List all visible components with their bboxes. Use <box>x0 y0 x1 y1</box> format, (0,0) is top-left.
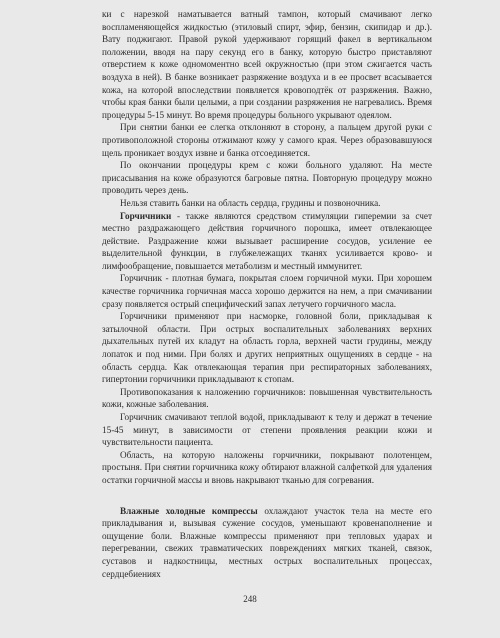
body-text <box>102 8 432 580</box>
paragraph-text: - также являются средством стимуляции гиперемии за счет местно раздражающего действия горчичного порошка, имеет отвлекающее действие. Раздражение кожи вызывает расширение сосудов, усиление ее выделительной функции, в глубжележащих тканях усиливается крово- и лимфообращение, повышается метаболизм и местный иммунитет. <box>102 210 432 271</box>
paragraph: Горчичник - плотная бумага, покрытая слоем горчичной муки. При хорошем качестве горчичника горчичная масса хорошо держится на нем, а при смачивании сразу появляется острый специфический запах летучего горчичного масла. <box>102 273 432 309</box>
paragraph: Противопоказания к наложению горчичников: повышенная чувствительность кожи, кожные заболевания. <box>102 386 432 410</box>
term-heading: Горчичники <box>120 210 172 221</box>
paragraph: Область, на которую наложены горчичники, покрывают полотенцем, простыня. При снятии горчичника кожу обтирают влажной салфеткой для удаления остатки горчичной массы и вновь накрывают тканью для согревания. <box>102 449 432 485</box>
paragraph: Нельзя ставить банки на область сердца, грудины и позвоночника. <box>120 197 381 208</box>
paragraph: Горчичники применяют при насморке, головной боли, прикладывая к затылочной области. При острых воспалительных заболеваниях верхних дыхательных путей их кладут на область горла, верхней части грудины, между лопаток и под ними. При болях и других неприятных ощущениях в сердце - на область сердца. Как отвлекающая терапия при респираторных заболеваниях, гипертонии горчичники прикладывают к стопам. <box>102 311 432 385</box>
paragraph: ки с нарезкой наматывается ватный тампон, который смачивают легко воспламеняющейся жидкостью (этиловый спирт, эфир, бензин, скипидар и др.). Вату поджигают. Правой рукой удерживают горящий факел в вертикальном положении, вводя на пару секунд его в банку, которую быстро приставляют отверстием к коже одномоментно всей окружностью (при этом сжигается часть воздуха в ней). В банке возникает разряжение воздуха и в ее просвет всасывается кожа, на которой впоследствии появляется кровоподтёк от разряжения. Важно, чтобы края банки были целыми, а при создании разряжения не нагревались. Время процедуры 5-15 минут. Во время процедуры больного укрывают одеялом. <box>102 9 432 120</box>
paragraph: По окончании процедуры крем с кожи больного удаляют. На месте присасывания на коже образуются багровые пятна. Повторную процедуру можно проводить через день. <box>102 160 432 196</box>
page-number: 248 <box>243 594 257 604</box>
paragraph: При снятии банки ее слегка отклоняют в сторону, а пальцем другой руки с противоположной стороны отжимают кожу у самого края. Через образовавшуюся щель проникает воздух извне и банка отсоединяется. <box>102 122 432 158</box>
paragraph <box>102 505 432 581</box>
paragraph: Горчичник смачивают теплой водой, прикладывают к телу и держат в течение 15-45 минут, в зависимости от степени проявления реакции кожи и чувствительности пациента. <box>102 412 432 448</box>
paragraph-text: охлаждают участок тела на месте его прикладывания и, вызывая сужение сосудов, уменьшают кровенаполнение и ощущение боли. Влажные компрессы применяют при тепловых ударах и перегревании, свежих травматических повреждениях мягких тканей, связок, суставов и надкостницы, местных острых воспалительных процессах, сердцебиениях <box>102 505 432 579</box>
term-heading: Влажные холодные компрессы <box>120 505 258 516</box>
paragraph <box>102 210 432 273</box>
